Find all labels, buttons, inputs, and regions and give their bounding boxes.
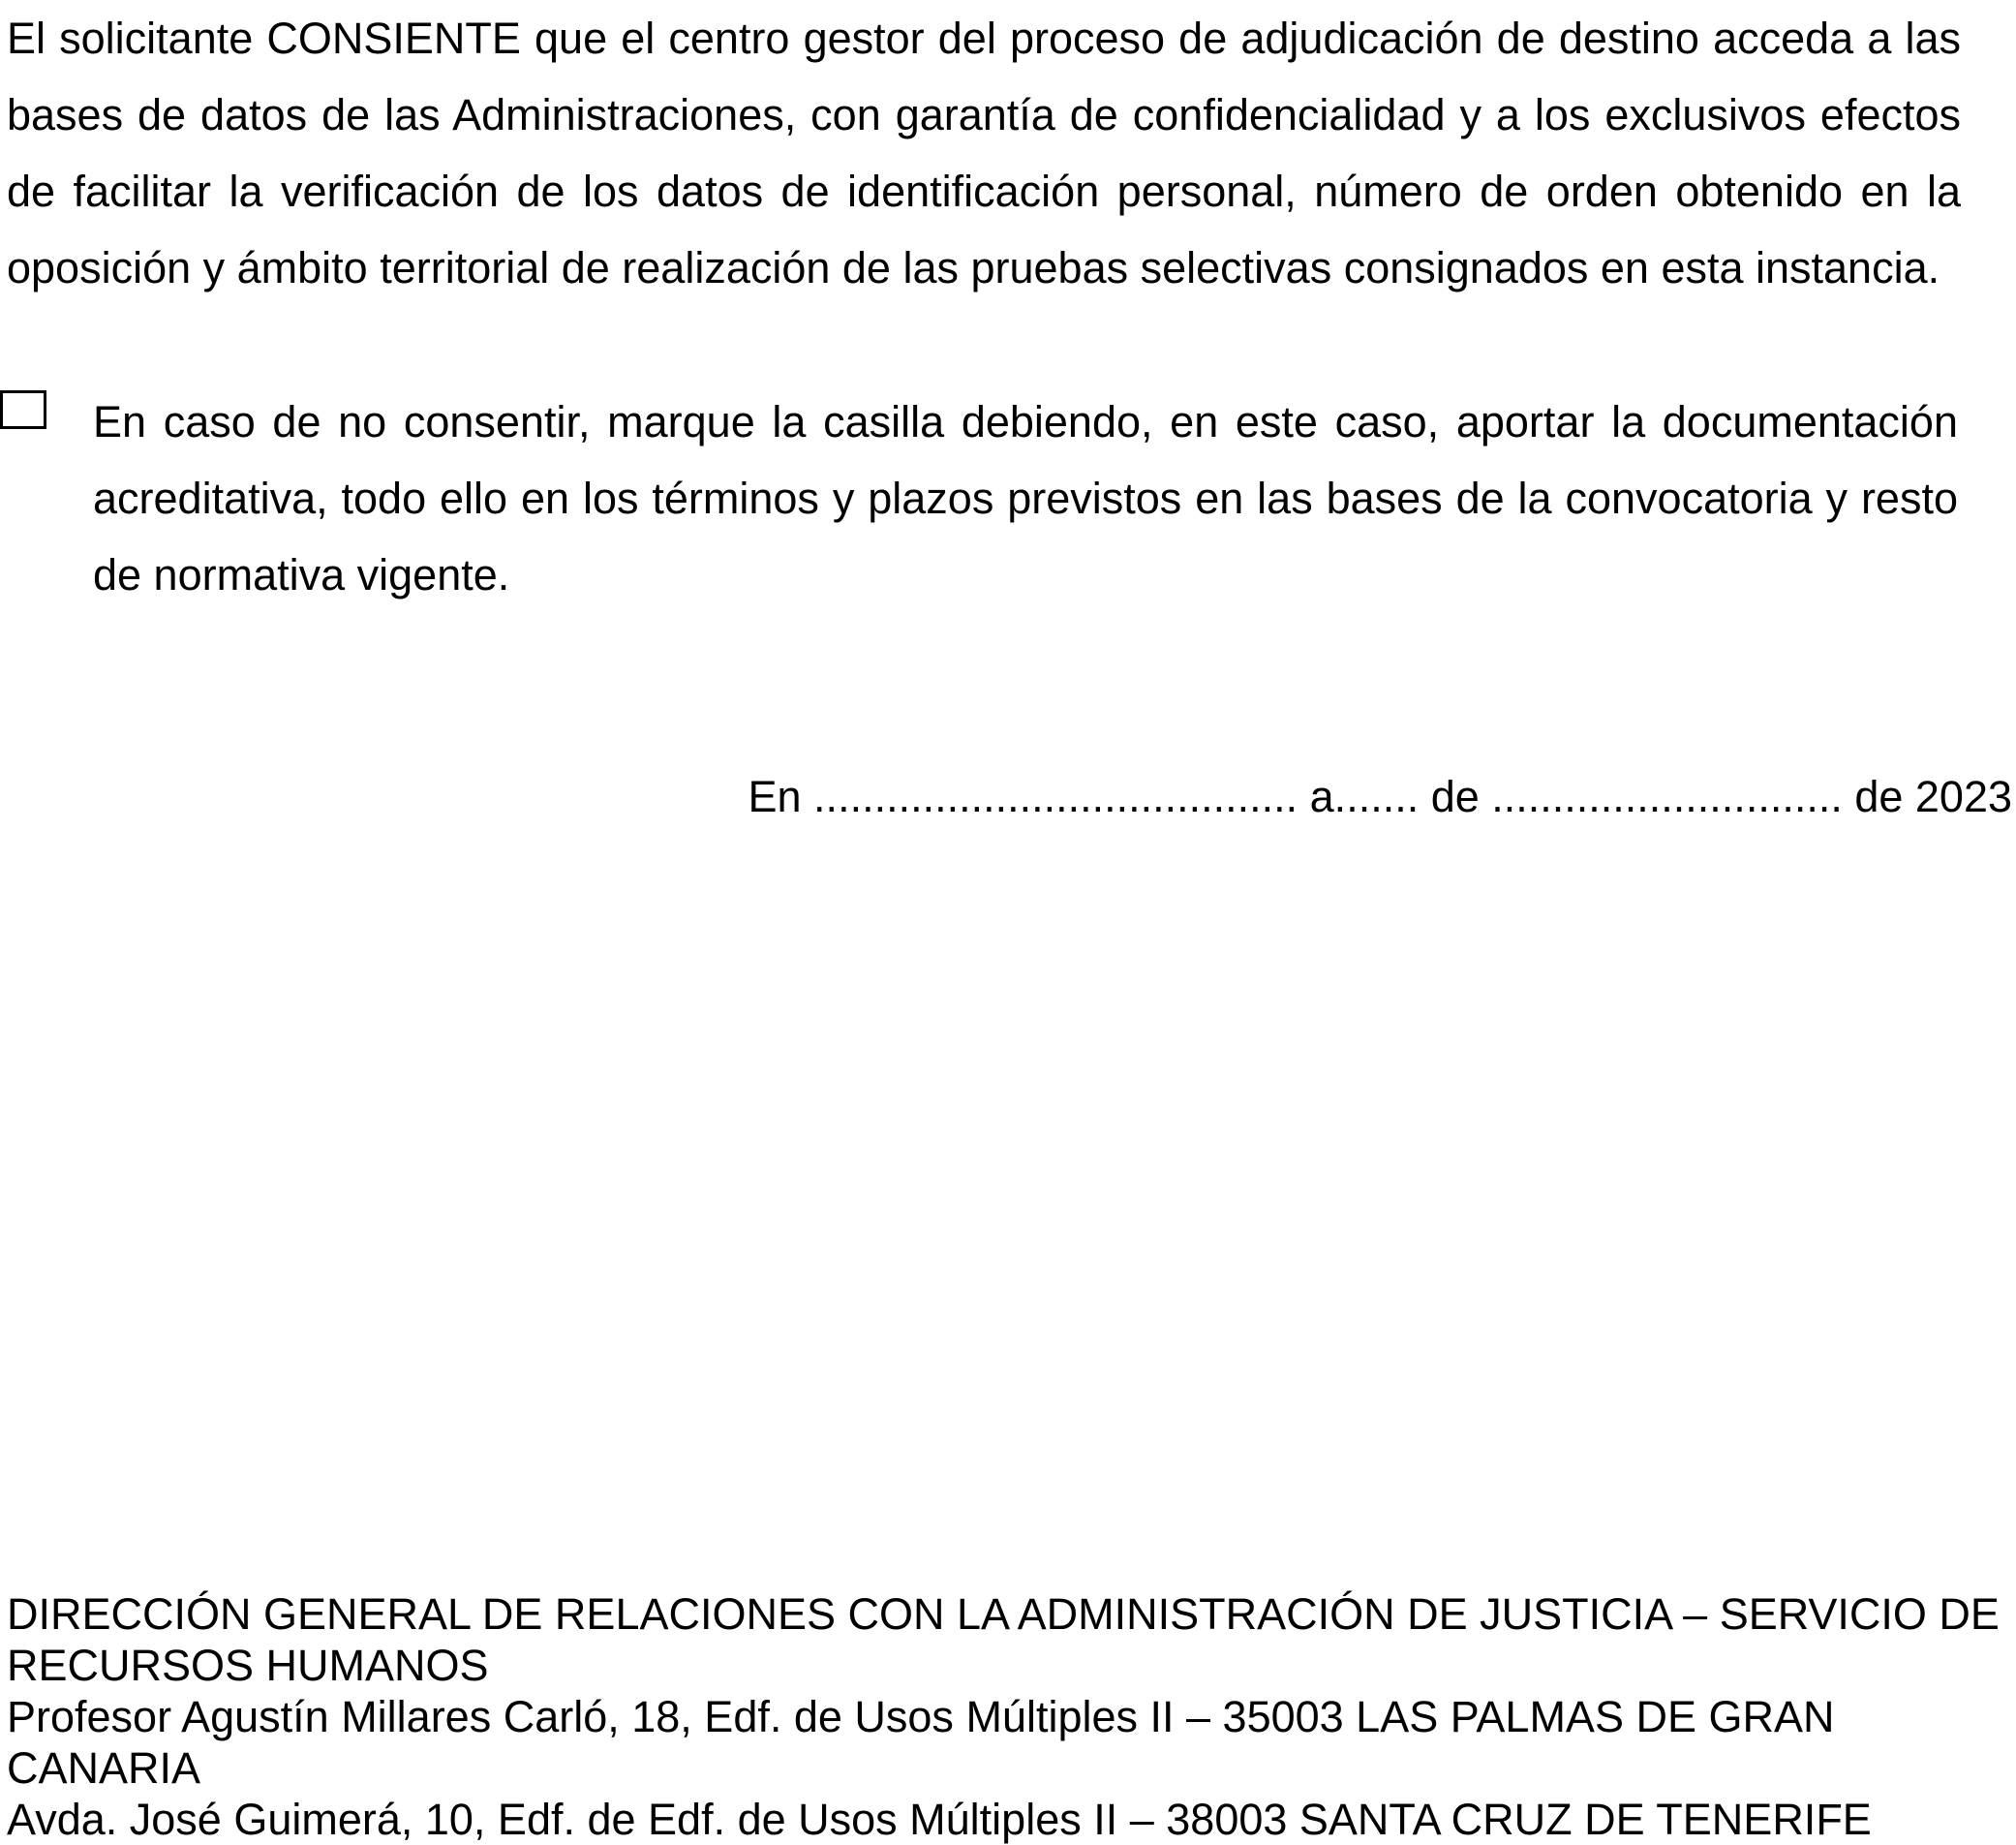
opt-out-checkbox[interactable] (0, 390, 46, 429)
signature-date-line: En ........................................ a....... de ............................. de 2023 (748, 772, 2012, 821)
footer-department: DIRECCIÓN GENERAL DE RELACIONES CON LA ADMINISTRACIÓN DE JUSTICIA – SERVICIO DE RECURSOS HUMANOS (7, 1589, 2000, 1690)
footer-address (7, 1588, 2001, 1845)
opt-out-text: En caso de no consentir, marque la casilla debiendo, en este caso, aportar la documentación acreditativa, todo ello en los términos y plazos previstos en las bases de la convocatoria y resto de normativa vigente. (93, 397, 1958, 600)
consent-paragraph: El solicitante CONSIENTE que el centro gestor del proceso de adjudicación de destino acceda a las bases de datos de las Administraciones, con garantía de confidencialidad y a los exclusivos efectos de facilitar la verificación de los datos de identificación personal, número de orden obtenido en la oposición y ámbito territorial de realización de las pruebas selectivas consignados en esta instancia. (7, 14, 1961, 292)
footer-address-las-palmas: Profesor Agustín Millares Carló, 18, Edf. de Usos Múltiples II – 35003 LAS PALMAS DE GRAN CANARIA (7, 1692, 1835, 1793)
footer-address-santa-cruz: Avda. José Guimerá, 10, Edf. de Edf. de Usos Múltiples II – 38003 SANTA CRUZ DE TENERIFE (7, 1795, 1872, 1844)
